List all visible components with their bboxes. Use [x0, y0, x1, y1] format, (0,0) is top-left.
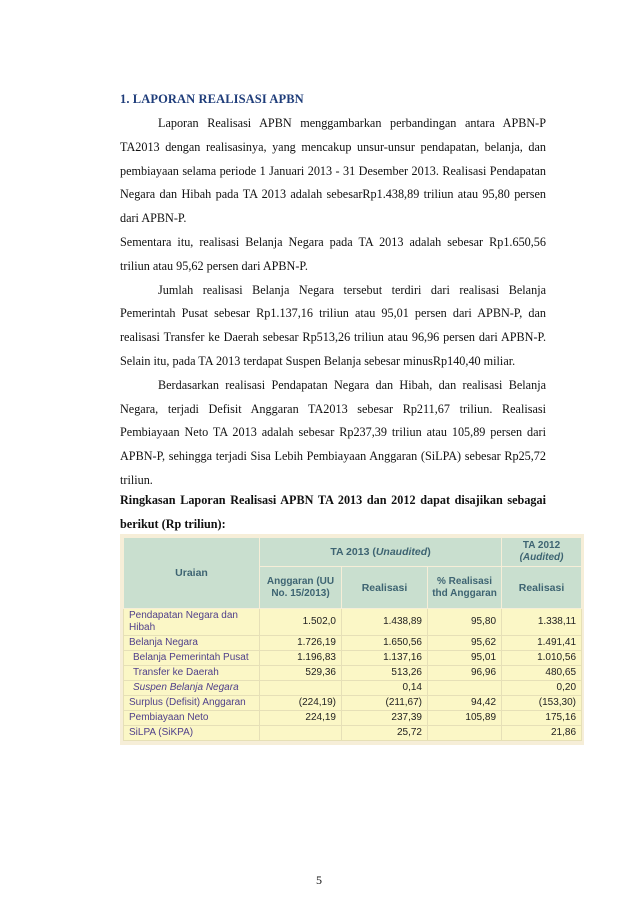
cell-realisasi-2012: 175,16: [502, 711, 582, 726]
cell-anggaran: 1.726,19: [260, 636, 342, 651]
paragraph-1: Laporan Realisasi APBN menggambarkan perbandingan antara APBN-P TA2013 dengan realisasinya, yang mencakup unsur-unsur pendapatan, belanja, dan pembiayaan selama periode 1 Januari 2013 - 31 Desember 2013. Realisasi Pendapatan Negara dan Hibah pada TA 2013 adalah sebesarRp1.438,89 triliun atau 95,80 persen dari APBN-P.: [120, 116, 546, 226]
row-label: Belanja Negara: [124, 636, 260, 651]
header-ta2013-prefix: TA 2013 (: [330, 546, 376, 558]
row-label: Pembiayaan Neto: [124, 711, 260, 726]
cell-realisasi: (211,67): [342, 696, 428, 711]
cell-persen: 95,01: [428, 651, 502, 666]
table-row: [124, 609, 582, 636]
summary-table-container: [120, 534, 584, 745]
header-realisasi-2013: Realisasi: [342, 567, 428, 609]
header-ta2013: [260, 538, 502, 567]
cell-persen: 95,80: [428, 609, 502, 636]
cell-persen: [428, 681, 502, 696]
cell-realisasi-2012: 1.491,41: [502, 636, 582, 651]
section-heading: 1. LAPORAN REALISASI APBN: [120, 92, 304, 106]
cell-persen: 105,89: [428, 711, 502, 726]
cell-anggaran: 224,19: [260, 711, 342, 726]
cell-persen: 95,62: [428, 636, 502, 651]
cell-realisasi-2012: (153,30): [502, 696, 582, 711]
header-ta2012-status: (Audited): [519, 552, 564, 563]
row-label: Belanja Pemerintah Pusat: [124, 651, 260, 666]
cell-anggaran: 529,36: [260, 666, 342, 681]
table-row: [124, 711, 582, 726]
cell-realisasi-2012: 1.010,56: [502, 651, 582, 666]
cell-realisasi: 1.137,16: [342, 651, 428, 666]
table-row: [124, 681, 582, 696]
paragraph-2: Sementara itu, realisasi Belanja Negara pada TA 2013 adalah sebesar Rp1.650,56 triliun atau 95,62 persen dari APBN-P.: [120, 234, 546, 273]
row-label: Pendapatan Negara dan Hibah: [124, 609, 260, 636]
row-label: Surplus (Defisit) Anggaran: [124, 696, 260, 711]
table-row: [124, 651, 582, 666]
summary-text: Ringkasan Laporan Realisasi APBN TA 2013 dan 2012 dapat disajikan sebagai berikut (Rp triliun):: [120, 493, 546, 531]
cell-anggaran: 1.502,0: [260, 609, 342, 636]
cell-realisasi-2012: 0,20: [502, 681, 582, 696]
cell-realisasi: 1.650,56: [342, 636, 428, 651]
header-persen: % Realisasi thd Anggaran: [428, 567, 502, 609]
cell-anggaran: (224,19): [260, 696, 342, 711]
header-ta2013-suffix: ): [427, 546, 431, 558]
cell-realisasi: 237,39: [342, 711, 428, 726]
cell-realisasi-2012: 1.338,11: [502, 609, 582, 636]
cell-realisasi: 1.438,89: [342, 609, 428, 636]
table-row: [124, 636, 582, 651]
row-label: SiLPA (SiKPA): [124, 726, 260, 741]
header-ta2013-status: Unaudited: [375, 546, 428, 558]
table-row: [124, 696, 582, 711]
cell-anggaran: [260, 681, 342, 696]
cell-anggaran: 1.196,83: [260, 651, 342, 666]
header-anggaran: Anggaran (UU No. 15/2013): [260, 567, 342, 609]
table-row: [124, 726, 582, 741]
paragraph-4: Berdasarkan realisasi Pendapatan Negara dan Hibah, dan realisasi Belanja Negara, terjadi Defisit Anggaran TA2013 sebesar Rp211,67 triliun. Realisasi Pembiayaan Neto TA 2013 adalah sebesar Rp237,39 triliun atau 105,89 persen dari APBN-P, sehingga terjadi Sisa Lebih Pembiayaan Anggaran (SiLPA) sebesar Rp25,72 triliun.: [120, 377, 546, 487]
cell-realisasi: 25,72: [342, 726, 428, 741]
cell-realisasi-2012: 21,86: [502, 726, 582, 741]
cell-persen: [428, 726, 502, 741]
summary-table: [123, 537, 582, 741]
cell-persen: 94,42: [428, 696, 502, 711]
page-number: 5: [316, 873, 322, 887]
paragraph-3: Jumlah realisasi Belanja Negara tersebut terdiri dari realisasi Belanja Pemerintah Pusat sebesar Rp1.137,16 triliun atau 95,01 persen dari APBN-P, dan realisasi Transfer ke Daerah sebesar Rp513,26 triliun atau 96,96 persen dari APBN-P. Selain itu, pada TA 2013 terdapat Suspen Belanja sebesar minusRp140,40 miliar.: [120, 282, 546, 368]
table-row: [124, 666, 582, 681]
body-text: [120, 112, 546, 493]
header-realisasi-2012: Realisasi: [502, 567, 582, 609]
header-ta2012: [502, 538, 582, 567]
header-uraian: Uraian: [124, 538, 260, 609]
cell-realisasi-2012: 480,65: [502, 666, 582, 681]
cell-anggaran: [260, 726, 342, 741]
cell-persen: 96,96: [428, 666, 502, 681]
row-label: Suspen Belanja Negara: [124, 681, 260, 696]
row-label: Transfer ke Daerah: [124, 666, 260, 681]
cell-realisasi: 513,26: [342, 666, 428, 681]
cell-realisasi: 0,14: [342, 681, 428, 696]
header-ta2012-year: TA 2012: [522, 540, 561, 551]
